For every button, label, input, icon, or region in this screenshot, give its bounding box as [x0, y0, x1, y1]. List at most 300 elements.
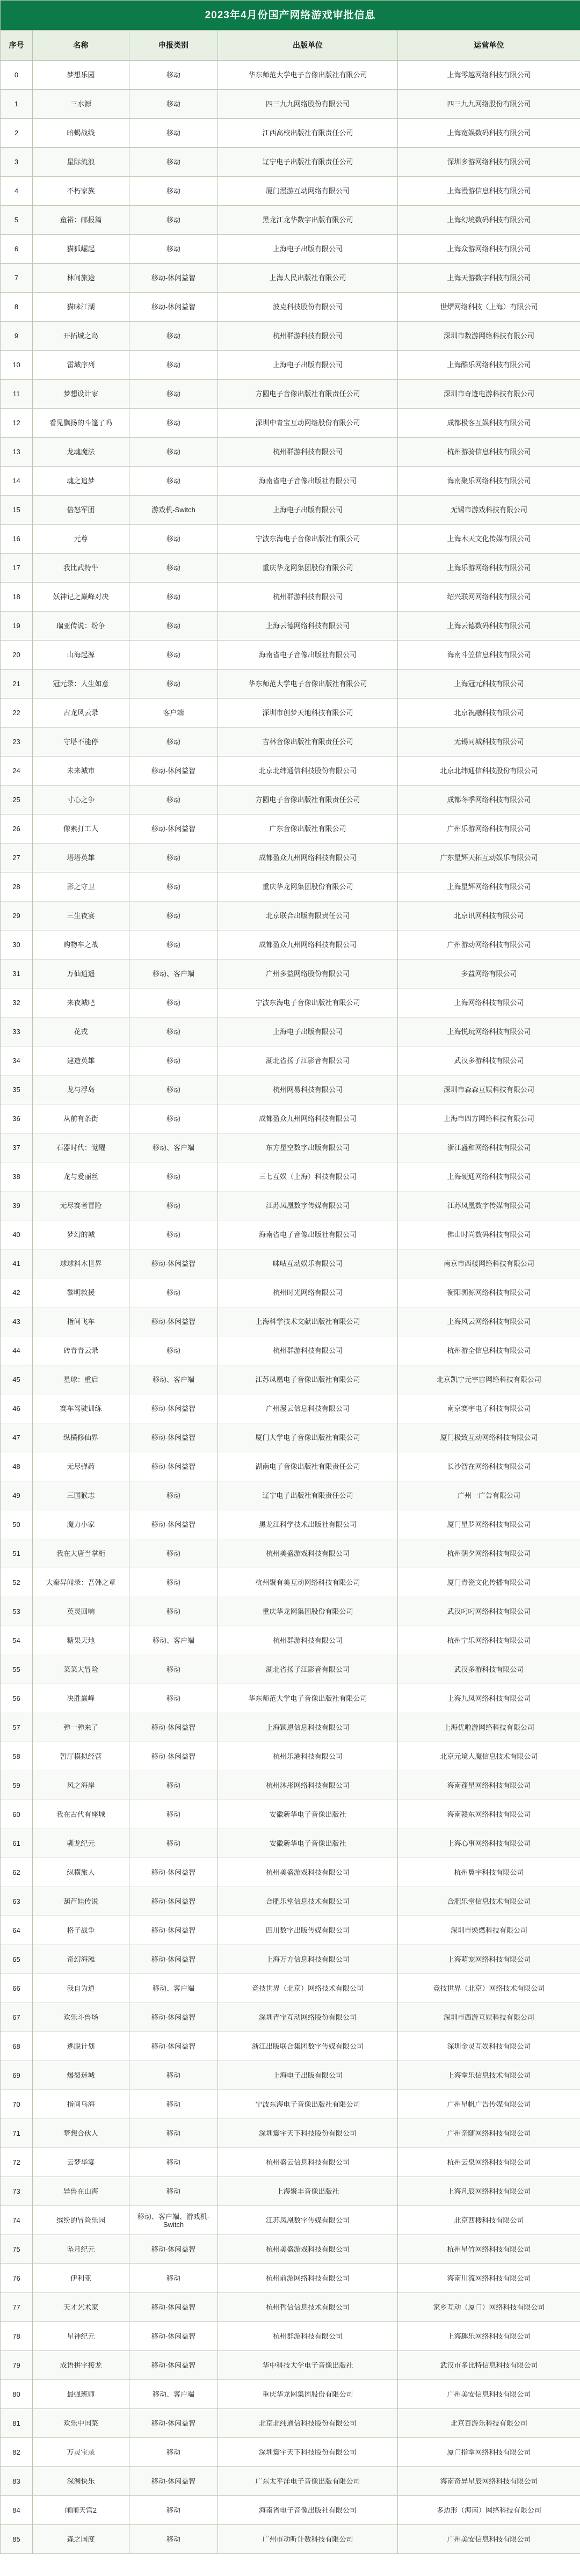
table-row — [1, 756, 580, 785]
cell-publisher: 杭州美盛游戏科技有限公司 — [218, 2235, 398, 2264]
table-row — [1, 612, 580, 641]
column-header-index: 序号 — [1, 31, 33, 61]
cell-operator: 海南奇异星辰网络科技有限公司 — [398, 2467, 580, 2496]
cell-category: 移动、客户端 — [129, 1974, 218, 2003]
cell-game-name: 开拓城之岛 — [33, 322, 129, 351]
table-row — [1, 1046, 580, 1075]
cell-publisher: 上海电子出版有限公司 — [218, 1017, 398, 1046]
cell-game-name: 糖果天地 — [33, 1626, 129, 1655]
cell-game-name: 守塔不能停 — [33, 727, 129, 756]
cell-game-name: 深渊快乐 — [33, 2467, 129, 2496]
cell-index: 71 — [1, 2119, 33, 2148]
cell-operator: 广州乐游网络科技有限公司 — [398, 814, 580, 843]
cell-category: 移动 — [129, 1481, 218, 1510]
cell-game-name: 影之守卫 — [33, 872, 129, 901]
cell-operator: 成都冬季网络科技有限公司 — [398, 785, 580, 814]
cell-category: 移动-休闲益智 — [129, 814, 218, 843]
cell-operator: 北京祝融科技有限公司 — [398, 698, 580, 727]
table-row — [1, 496, 580, 525]
cell-publisher: 咪咕互动娱乐有限公司 — [218, 1249, 398, 1278]
cell-publisher: 海南省电子音像出版社有限公司 — [218, 467, 398, 496]
cell-game-name: 欢乐中国菜 — [33, 2409, 129, 2438]
cell-index: 17 — [1, 554, 33, 583]
cell-index: 74 — [1, 2206, 33, 2235]
cell-publisher: 杭州乐港科技有限公司 — [218, 1742, 398, 1771]
cell-operator: 武汉多游科技有限公司 — [398, 1655, 580, 1684]
cell-game-name: 森之国度 — [33, 2525, 129, 2554]
cell-game-name: 我自为道 — [33, 1974, 129, 2003]
cell-game-name: 指间乌海 — [33, 2090, 129, 2119]
cell-operator: 上海悦玩网络科技有限公司 — [398, 1017, 580, 1046]
cell-publisher: 杭州哲信信息技术有限公司 — [218, 2293, 398, 2322]
table-row — [1, 930, 580, 959]
cell-category: 移动-休闲益智 — [129, 264, 218, 293]
cell-index: 65 — [1, 1945, 33, 1974]
cell-operator: 杭州宁乐网络科技有限公司 — [398, 1626, 580, 1655]
cell-index: 73 — [1, 2177, 33, 2206]
table-row — [1, 1684, 580, 1713]
cell-category: 移动-休闲益智 — [129, 1858, 218, 1887]
cell-publisher: 杭州沐彤网络科技有限公司 — [218, 1771, 398, 1800]
table-row — [1, 1597, 580, 1626]
cell-operator: 南京市西楼网络科技有限公司 — [398, 1249, 580, 1278]
table-row — [1, 2003, 580, 2032]
table-row — [1, 1945, 580, 1974]
cell-game-name: 万仙逍遥 — [33, 959, 129, 988]
cell-index: 30 — [1, 930, 33, 959]
cell-game-name: 我比武特牛 — [33, 554, 129, 583]
column-header-name: 名称 — [33, 31, 129, 61]
table-row — [1, 2525, 580, 2554]
cell-index: 80 — [1, 2380, 33, 2409]
table-row — [1, 293, 580, 322]
cell-operator: 上海云德数码科技有限公司 — [398, 612, 580, 641]
table-row — [1, 2032, 580, 2061]
table-row — [1, 1278, 580, 1307]
cell-index: 22 — [1, 698, 33, 727]
cell-category: 移动 — [129, 988, 218, 1017]
cell-publisher: 安徽新华电子音像出版社 — [218, 1800, 398, 1829]
cell-publisher: 杭州群游科技有限公司 — [218, 1336, 398, 1365]
cell-game-name: 花戎 — [33, 1017, 129, 1046]
cell-index: 29 — [1, 901, 33, 930]
cell-game-name: 魂之追梦 — [33, 467, 129, 496]
cell-game-name: 购物车之战 — [33, 930, 129, 959]
cell-publisher: 厦门大学电子音像出版社有限公司 — [218, 1423, 398, 1452]
cell-publisher: 深圳中青宝互动网络股份有限公司 — [218, 409, 398, 438]
cell-operator: 杭州星竹网络科技有限公司 — [398, 2235, 580, 2264]
cell-index: 13 — [1, 438, 33, 467]
cell-game-name: 猫狐崛起 — [33, 235, 129, 264]
table-row — [1, 2467, 580, 2496]
cell-game-name: 古龙风云录 — [33, 698, 129, 727]
cell-index: 44 — [1, 1336, 33, 1365]
cell-index: 43 — [1, 1307, 33, 1336]
cell-game-name: 坠月纪元 — [33, 2235, 129, 2264]
cell-index: 3 — [1, 148, 33, 177]
cell-index: 58 — [1, 1742, 33, 1771]
cell-operator: 上海零越网络科技有限公司 — [398, 61, 580, 90]
cell-publisher: 重庆华龙网集团股份有限公司 — [218, 2380, 398, 2409]
cell-publisher: 重庆华龙网集团股份有限公司 — [218, 554, 398, 583]
cell-category: 移动 — [129, 670, 218, 698]
cell-category: 移动 — [129, 525, 218, 554]
cell-operator: 海南川流网络科技有限公司 — [398, 2264, 580, 2293]
cell-index: 50 — [1, 1510, 33, 1539]
cell-index: 52 — [1, 1568, 33, 1597]
cell-index: 5 — [1, 206, 33, 235]
cell-category: 移动 — [129, 2119, 218, 2148]
cell-publisher: 方圆电子音像出版社有限责任公司 — [218, 380, 398, 409]
cell-game-name: 葫芦娃传说 — [33, 1887, 129, 1916]
cell-game-name: 星际流浪 — [33, 148, 129, 177]
table-row — [1, 959, 580, 988]
table-row — [1, 2264, 580, 2293]
cell-publisher: 波克科技股份有限公司 — [218, 293, 398, 322]
cell-publisher: 华中科技大学电子音像出版社 — [218, 2351, 398, 2380]
cell-game-name: 星球：重启 — [33, 1365, 129, 1394]
cell-game-name: 三水源 — [33, 90, 129, 119]
cell-index: 11 — [1, 380, 33, 409]
cell-category: 移动-休闲益智 — [129, 1394, 218, 1423]
cell-publisher: 宁波东海电子音像出版社有限公司 — [218, 525, 398, 554]
cell-category: 移动-休闲益智 — [129, 2409, 218, 2438]
cell-category: 移动-休闲益智 — [129, 1945, 218, 1974]
cell-publisher: 杭州群游科技有限公司 — [218, 1626, 398, 1655]
table-row — [1, 698, 580, 727]
cell-operator: 上海风云网络科技有限公司 — [398, 1307, 580, 1336]
cell-index: 81 — [1, 2409, 33, 2438]
cell-publisher: 广州漫云信息科技有限公司 — [218, 1394, 398, 1423]
table-row — [1, 264, 580, 293]
cell-operator: 广州美安信息科技有限公司 — [398, 2380, 580, 2409]
cell-game-name: 来夜城吧 — [33, 988, 129, 1017]
cell-category: 移动 — [129, 1568, 218, 1597]
cell-index: 12 — [1, 409, 33, 438]
cell-index: 31 — [1, 959, 33, 988]
table-row — [1, 727, 580, 756]
cell-publisher: 黑龙江龙华数字出版有限公司 — [218, 206, 398, 235]
cell-index: 67 — [1, 2003, 33, 2032]
cell-game-name: 冠元录：人生如意 — [33, 670, 129, 698]
cell-operator: 南京赛宇电子科技有限公司 — [398, 1394, 580, 1423]
cell-game-name: 石器时代：觉醒 — [33, 1133, 129, 1162]
cell-index: 20 — [1, 641, 33, 670]
cell-category: 移动 — [129, 1104, 218, 1133]
cell-index: 69 — [1, 2061, 33, 2090]
cell-publisher: 杭州群游科技有限公司 — [218, 438, 398, 467]
cell-index: 1 — [1, 90, 33, 119]
cell-category: 移动 — [129, 1336, 218, 1365]
cell-operator: 绍兴联网网络科技有限公司 — [398, 583, 580, 612]
cell-operator: 北京元境人魔信息技术有限公司 — [398, 1742, 580, 1771]
cell-publisher: 厦门漫游互动网络有限公司 — [218, 177, 398, 206]
table-row — [1, 148, 580, 177]
cell-operator: 上海市四方网络科技有限公司 — [398, 1104, 580, 1133]
cell-publisher: 华东师范大学电子音像出版社有限公司 — [218, 61, 398, 90]
cell-category: 移动 — [129, 177, 218, 206]
cell-game-name: 奇幻海滩 — [33, 1945, 129, 1974]
cell-index: 27 — [1, 843, 33, 872]
cell-index: 72 — [1, 2148, 33, 2177]
cell-category: 移动-休闲益智 — [129, 2235, 218, 2264]
cell-operator: 世熠网络科技（上海）有限公司 — [398, 293, 580, 322]
cell-game-name: 大秦异闻录：吾韩之章 — [33, 1568, 129, 1597]
cell-index: 42 — [1, 1278, 33, 1307]
cell-index: 47 — [1, 1423, 33, 1452]
cell-publisher: 广州多益网络股份有限公司 — [218, 959, 398, 988]
cell-category: 移动、客户端 — [129, 1365, 218, 1394]
cell-operator: 合肥乐堂信息技术有限公司 — [398, 1887, 580, 1916]
cell-publisher: 海南省电子音像出版社有限公司 — [218, 641, 398, 670]
cell-category: 移动 — [129, 1278, 218, 1307]
cell-game-name: 最强班师 — [33, 2380, 129, 2409]
cell-category: 移动 — [129, 1800, 218, 1829]
table-row — [1, 2322, 580, 2351]
cell-game-name: 林间旅途 — [33, 264, 129, 293]
table-row — [1, 843, 580, 872]
cell-category: 移动 — [129, 351, 218, 380]
cell-operator: 杭州云泉网络科技有限公司 — [398, 2148, 580, 2177]
table-row — [1, 988, 580, 1017]
cell-game-name: 建造英雄 — [33, 1046, 129, 1075]
cell-operator: 广州星帆广告传媒有限公司 — [398, 2090, 580, 2119]
cell-operator: 海南赣东网络科技有限公司 — [398, 1800, 580, 1829]
cell-index: 9 — [1, 322, 33, 351]
cell-operator: 深圳市焕燃科技有限公司 — [398, 1916, 580, 1945]
table-row — [1, 1481, 580, 1510]
cell-publisher: 杭州网易科技有限公司 — [218, 1075, 398, 1104]
cell-publisher: 合肥乐堂信息技术有限公司 — [218, 1887, 398, 1916]
cell-game-name: 指间飞车 — [33, 1307, 129, 1336]
cell-category: 移动 — [129, 2525, 218, 2554]
cell-index: 46 — [1, 1394, 33, 1423]
cell-game-name: 倍怒军团 — [33, 496, 129, 525]
table-row — [1, 1771, 580, 1800]
table-row — [1, 901, 580, 930]
cell-publisher: 深圳市创梦天地科技有限公司 — [218, 698, 398, 727]
cell-index: 8 — [1, 293, 33, 322]
table-row — [1, 351, 580, 380]
title-row — [1, 1, 580, 31]
cell-category: 移动-休闲益智 — [129, 1916, 218, 1945]
cell-publisher: 深圳青宝互动网络股份有限公司 — [218, 2003, 398, 2032]
column-header-publisher: 出版单位 — [218, 31, 398, 61]
cell-publisher: 上海人民出版社有限公司 — [218, 264, 398, 293]
cell-game-name: 风之海岸 — [33, 1771, 129, 1800]
cell-operator: 上海凡辰网络科技有限公司 — [398, 2177, 580, 2206]
cell-category: 移动 — [129, 1655, 218, 1684]
cell-category: 移动-休闲益智 — [129, 2322, 218, 2351]
cell-publisher: 湖北省扬子江影音有限公司 — [218, 1046, 398, 1075]
cell-game-name: 三生夜宴 — [33, 901, 129, 930]
cell-publisher: 杭州聚有美互动网络科技有限公司 — [218, 1568, 398, 1597]
cell-publisher: 宁波东海电子音像出版社有限公司 — [218, 988, 398, 1017]
cell-index: 85 — [1, 2525, 33, 2554]
cell-operator: 无锡同城科技有限公司 — [398, 727, 580, 756]
cell-game-name: 龙与浮岛 — [33, 1075, 129, 1104]
cell-game-name: 未来城市 — [33, 756, 129, 785]
cell-operator: 杭州游全信息科技有限公司 — [398, 1336, 580, 1365]
cell-category: 移动 — [129, 2148, 218, 2177]
cell-game-name: 三国猴志 — [33, 1481, 129, 1510]
sheet-title: 2023年4月份国产网络游戏审批信息 — [1, 1, 580, 31]
cell-game-name: 欢乐斗兽场 — [33, 2003, 129, 2032]
table-row — [1, 2177, 580, 2206]
table-row — [1, 1162, 580, 1191]
table-row — [1, 1655, 580, 1684]
table-row — [1, 380, 580, 409]
cell-publisher: 杭州时光网络有限公司 — [218, 1278, 398, 1307]
cell-index: 53 — [1, 1597, 33, 1626]
cell-category: 移动 — [129, 1017, 218, 1046]
cell-index: 75 — [1, 2235, 33, 2264]
cell-index: 55 — [1, 1655, 33, 1684]
cell-game-name: 魔力小家 — [33, 1510, 129, 1539]
cell-publisher: 北京北纬通信科技股份有限公司 — [218, 2409, 398, 2438]
table-row — [1, 670, 580, 698]
cell-index: 57 — [1, 1713, 33, 1742]
cell-publisher: 湖南电子音像出版社有限责任公司 — [218, 1452, 398, 1481]
cell-category: 客户端 — [129, 698, 218, 727]
cell-operator: 上海掌乐信息技术有限公司 — [398, 2061, 580, 2090]
cell-publisher: 北京联合出版有限责任公司 — [218, 901, 398, 930]
cell-index: 79 — [1, 2351, 33, 2380]
table-row — [1, 1365, 580, 1394]
cell-game-name: 妖神记之巅峰对决 — [33, 583, 129, 612]
cell-operator: 广东星辉天拓互动娱乐有限公司 — [398, 843, 580, 872]
cell-publisher: 上海电子出版有限公司 — [218, 351, 398, 380]
cell-game-name: 纵横旅人 — [33, 1858, 129, 1887]
cell-operator: 上海星辉网络科技有限公司 — [398, 872, 580, 901]
cell-game-name: 驯龙纪元 — [33, 1829, 129, 1858]
cell-operator: 上海漫游信息科技有限公司 — [398, 177, 580, 206]
cell-category: 移动、客户端 — [129, 1626, 218, 1655]
cell-game-name: 星神纪元 — [33, 2322, 129, 2351]
column-header-operator: 运营单位 — [398, 31, 580, 61]
table-row — [1, 2409, 580, 2438]
cell-index: 36 — [1, 1104, 33, 1133]
cell-category: 移动、客户端、游戏机-Switch — [129, 2206, 218, 2235]
cell-category: 移动、客户端 — [129, 1133, 218, 1162]
cell-operator: 北京凯宁元宇宙网络科技有限公司 — [398, 1365, 580, 1394]
header-row — [1, 31, 580, 61]
cell-game-name: 伊利亚 — [33, 2264, 129, 2293]
cell-operator: 上海心事网络科技有限公司 — [398, 1829, 580, 1858]
table-row — [1, 1220, 580, 1249]
cell-category: 移动-休闲益智 — [129, 1713, 218, 1742]
cell-game-name: 英灵回响 — [33, 1597, 129, 1626]
cell-operator: 杭州翼宇科技有限公司 — [398, 1858, 580, 1887]
cell-game-name: 猫咪江湖 — [33, 293, 129, 322]
cell-category: 移动 — [129, 612, 218, 641]
cell-category: 移动 — [129, 583, 218, 612]
cell-operator: 深圳市西游互娱科技有限公司 — [398, 2003, 580, 2032]
cell-category: 移动 — [129, 554, 218, 583]
cell-publisher: 四三九九网络股份有限公司 — [218, 90, 398, 119]
cell-index: 56 — [1, 1684, 33, 1713]
cell-operator: 家乡互动（厦门）网络科技有限公司 — [398, 2293, 580, 2322]
cell-operator: 多益网络有限公司 — [398, 959, 580, 988]
cell-category: 移动 — [129, 930, 218, 959]
cell-publisher: 上海电子出版有限公司 — [218, 235, 398, 264]
cell-operator: 厦门星罗网络科技有限公司 — [398, 1510, 580, 1539]
cell-index: 28 — [1, 872, 33, 901]
cell-index: 41 — [1, 1249, 33, 1278]
cell-category: 移动 — [129, 206, 218, 235]
cell-category: 移动、客户端 — [129, 2380, 218, 2409]
cell-index: 0 — [1, 61, 33, 90]
cell-index: 23 — [1, 727, 33, 756]
cell-category: 移动 — [129, 641, 218, 670]
cell-game-name: 无尽弹药 — [33, 1452, 129, 1481]
table-row — [1, 1887, 580, 1916]
cell-category: 移动 — [129, 1539, 218, 1568]
table-row — [1, 90, 580, 119]
table-row — [1, 119, 580, 148]
cell-game-name: 云梦华宴 — [33, 2148, 129, 2177]
cell-operator: 厦门指掌网络科技有限公司 — [398, 2438, 580, 2467]
cell-index: 49 — [1, 1481, 33, 1510]
cell-index: 82 — [1, 2438, 33, 2467]
cell-game-name: 不朽家族 — [33, 177, 129, 206]
cell-publisher: 黑龙江科学技术出版社有限公司 — [218, 1510, 398, 1539]
cell-publisher: 江苏凤凰数字传媒有限公司 — [218, 1191, 398, 1220]
cell-index: 16 — [1, 525, 33, 554]
cell-index: 14 — [1, 467, 33, 496]
cell-operator: 成都极客互娱科技有限公司 — [398, 409, 580, 438]
cell-category: 移动 — [129, 322, 218, 351]
cell-operator: 深圳市数游网络科技有限公司 — [398, 322, 580, 351]
cell-operator: 杭州朝夕网络科技有限公司 — [398, 1539, 580, 1568]
cell-category: 移动-休闲益智 — [129, 2351, 218, 2380]
cell-game-name: 寸心之争 — [33, 785, 129, 814]
cell-game-name: 万灵宝录 — [33, 2438, 129, 2467]
table-row — [1, 2235, 580, 2264]
cell-publisher: 广州市动听计数科技有限公司 — [218, 2525, 398, 2554]
cell-index: 39 — [1, 1191, 33, 1220]
cell-category: 移动 — [129, 1597, 218, 1626]
table-row — [1, 438, 580, 467]
cell-publisher: 杭州群游科技有限公司 — [218, 583, 398, 612]
cell-publisher: 上海聚丰音像出版社 — [218, 2177, 398, 2206]
cell-category: 移动-休闲益智 — [129, 1887, 218, 1916]
cell-game-name: 暂厅模拟经营 — [33, 1742, 129, 1771]
table-row — [1, 2206, 580, 2235]
cell-game-name: 球球料木世界 — [33, 1249, 129, 1278]
cell-operator: 武汉多游科技有限公司 — [398, 1046, 580, 1075]
cell-operator: 深圳市奇迹电游科技有限公司 — [398, 380, 580, 409]
table-row — [1, 1800, 580, 1829]
cell-publisher: 广东太平洋电子音像出版有限公司 — [218, 2467, 398, 2496]
cell-game-name: 成语拼字接龙 — [33, 2351, 129, 2380]
cell-operator: 四三九九网络股份有限公司 — [398, 90, 580, 119]
cell-index: 48 — [1, 1452, 33, 1481]
cell-index: 10 — [1, 351, 33, 380]
cell-game-name: 雷域序列 — [33, 351, 129, 380]
cell-publisher: 海南省电子音像出版社有限公司 — [218, 1220, 398, 1249]
cell-game-name: 我在大唐当掌柜 — [33, 1539, 129, 1568]
cell-index: 62 — [1, 1858, 33, 1887]
cell-category: 移动 — [129, 2264, 218, 2293]
cell-category: 移动 — [129, 1220, 218, 1249]
cell-index: 76 — [1, 2264, 33, 2293]
cell-game-name: 天才艺术家 — [33, 2293, 129, 2322]
cell-index: 4 — [1, 177, 33, 206]
cell-operator: 深圳市森森互娱科技有限公司 — [398, 1075, 580, 1104]
cell-publisher: 三七互娱（上海）科技有限公司 — [218, 1162, 398, 1191]
cell-category: 移动 — [129, 2061, 218, 2090]
